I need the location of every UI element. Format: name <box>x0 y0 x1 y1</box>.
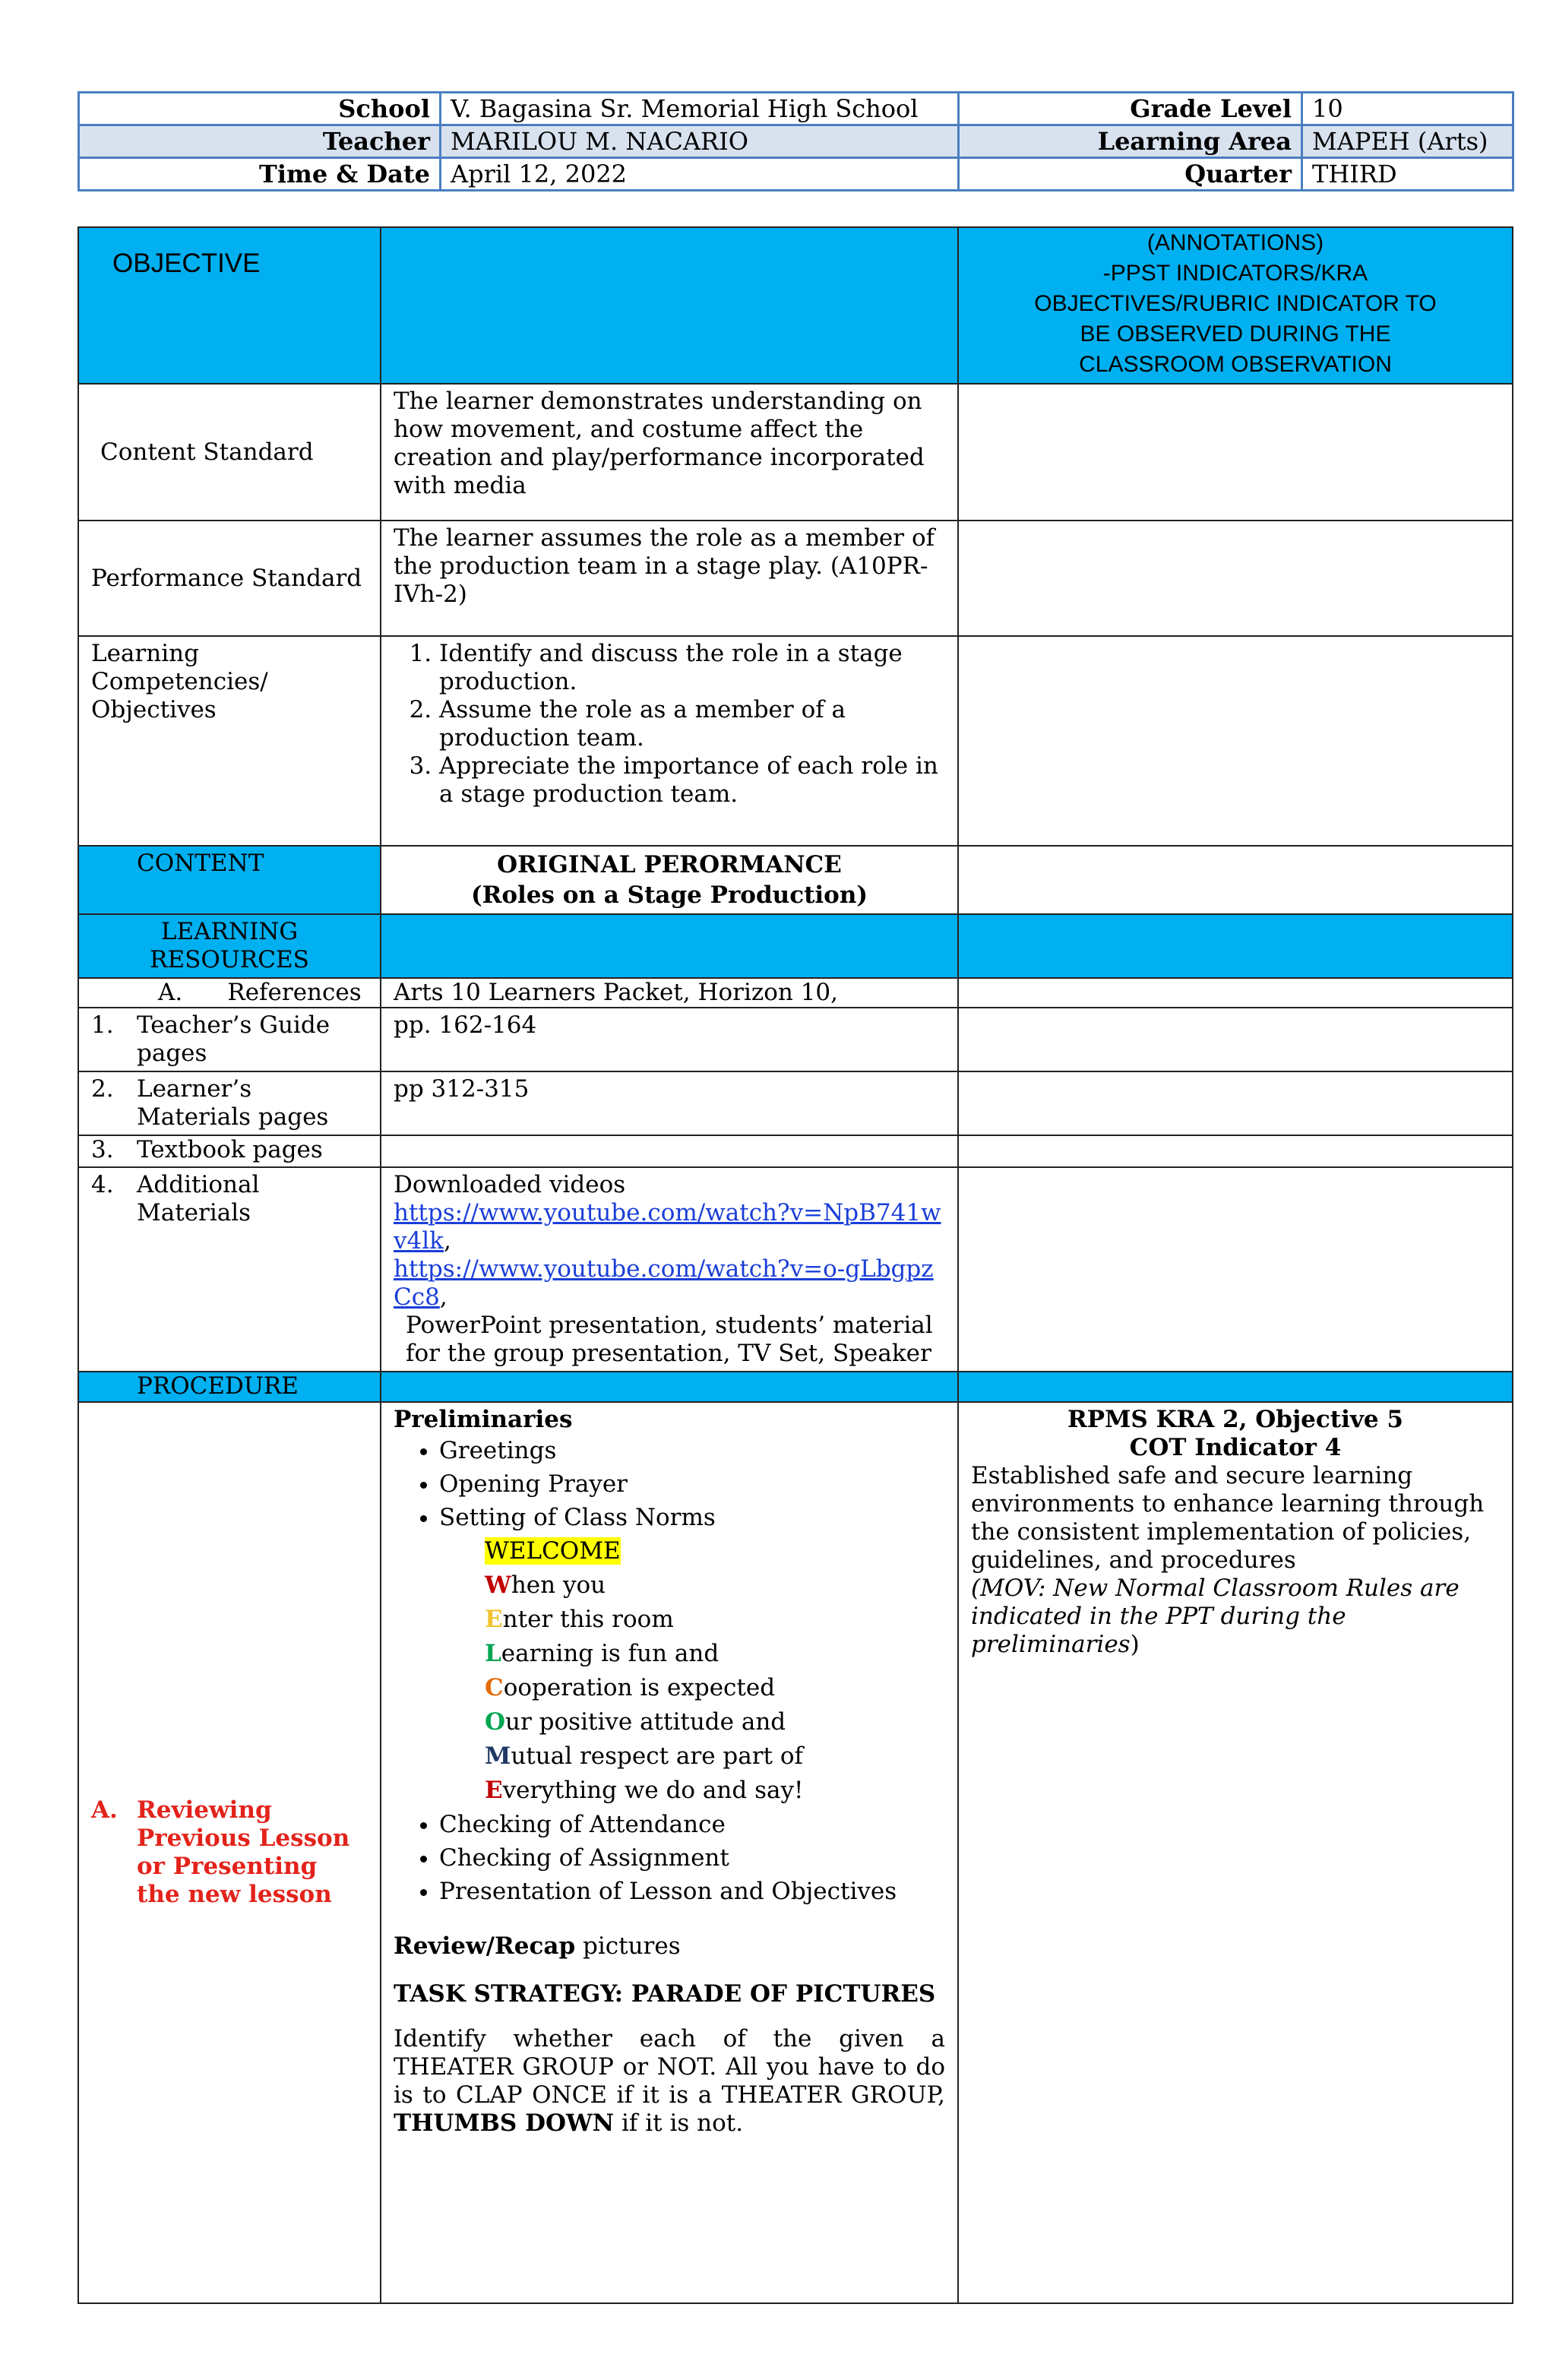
acrostic-rest: hen you <box>511 1571 606 1599</box>
acrostic-line <box>485 1637 945 1671</box>
references-value: Arts 10 Learners Packet, Horizon 10, <box>381 978 958 1008</box>
content-standard-row <box>78 384 1513 521</box>
acrostic-rest: utual respect are part of <box>511 1742 803 1770</box>
learners-materials-value: pp 312-315 <box>381 1071 958 1135</box>
header-row-time <box>79 158 1513 191</box>
additional-materials-cell: Downloaded videos https://www.youtube.com/watch?v=NpB741wv4lk, https://www.youtube.com/watch?v=o-gLbgpzCc8, PowerPoint presentation, students’ material for the group presentation, TV Set, Speaker <box>381 1167 958 1372</box>
performance-standard-text: The learner assumes the role as a member of the production team in a stage play. (A10PR-IVh-2) <box>381 521 958 636</box>
content-label: CONTENT <box>78 846 381 914</box>
acrostic-letter: W <box>485 1571 511 1599</box>
header-table <box>77 91 1514 191</box>
teachers-guide-number: 1. <box>91 1011 114 1039</box>
annotations-line: BE OBSERVED DURING THE <box>1080 321 1391 347</box>
procedure-row <box>78 1372 1513 1402</box>
stage-a-letter: A. <box>91 1796 118 1824</box>
acrostic-letter: C <box>485 1674 504 1701</box>
learners-materials-label-wrap <box>91 1075 368 1131</box>
welcome-word: WELCOME <box>485 1537 621 1565</box>
preliminaries-item: • Checking of Assignment <box>439 1841 945 1875</box>
learners-materials-annotation <box>958 1071 1513 1135</box>
teacher-label: Teacher <box>79 125 441 158</box>
preliminaries-item: • Setting of Class Norms <box>439 1501 945 1534</box>
acrostic-rest: ur positive attitude and <box>505 1708 786 1736</box>
stage-a-title: Reviewing Previous Lesson or Presenting the new lesson <box>137 1796 350 1908</box>
procedure-annotation-blank <box>958 1372 1513 1402</box>
video-link-2[interactable]: https://www.youtube.com/watch?v=o-gLbgpzCc8 <box>394 1255 934 1311</box>
learners-materials-number: 2. <box>91 1075 114 1103</box>
acrostic-letter: L <box>485 1640 501 1667</box>
additional-materials-label: Additional Materials <box>137 1171 260 1226</box>
lesson-plan-table <box>77 226 1513 2304</box>
acrostic-rest: earning is fun and <box>501 1640 719 1667</box>
additional-materials-label-wrap <box>91 1171 368 1227</box>
stage-a-annotation <box>958 1402 1513 2303</box>
textbook-pages-label-cell <box>78 1135 381 1167</box>
annotations-line: -PPST INDICATORS/KRA <box>1102 261 1368 286</box>
content-subtitle: (Roles on a Stage Production) <box>470 881 868 909</box>
review-recap-rest: pictures <box>575 1932 681 1960</box>
content-standard-label: Content Standard <box>78 384 381 521</box>
competency-item: 3. Appreciate the importance of each role in a stage production team. <box>439 752 945 809</box>
school-value: V. Bagasina Sr. Memorial High School <box>441 93 959 125</box>
learning-resources-row <box>78 914 1513 978</box>
welcome-acrostic <box>394 1534 945 1808</box>
review-recap-bold: Review/Recap <box>394 1932 576 1960</box>
time-date-value: April 12, 2022 <box>441 158 959 191</box>
annotation-mov-close: ) <box>1130 1631 1140 1658</box>
acrostic-line <box>485 1671 945 1705</box>
competencies-annotation <box>958 636 1513 846</box>
review-recap <box>394 1932 945 1961</box>
task-instructions <box>394 2025 945 2138</box>
preliminaries-item: • Presentation of Lesson and Objectives <box>439 1875 945 1908</box>
grade-level-label: Grade Level <box>959 93 1302 125</box>
references-label: A. References <box>78 978 381 1008</box>
references-row <box>78 978 1513 1008</box>
stage-a-row <box>78 1402 1513 2303</box>
stage-a-content <box>381 1402 958 2303</box>
teachers-guide-annotation <box>958 1008 1513 1071</box>
competencies-list-cell <box>381 636 958 846</box>
learners-materials-label: Learner’s Materials pages <box>137 1075 329 1131</box>
textbook-pages-label-wrap <box>91 1136 368 1164</box>
procedure-label: PROCEDURE <box>78 1372 381 1402</box>
annotation-mov <box>971 1575 1500 1659</box>
header-row-teacher <box>79 125 1513 158</box>
grade-level-value: 10 <box>1302 93 1513 125</box>
acrostic-line <box>485 1739 945 1774</box>
additional-materials-row <box>78 1167 1513 1372</box>
teachers-guide-label-cell <box>78 1008 381 1071</box>
annotations-line: (ANNOTATIONS) <box>1146 230 1324 255</box>
teachers-guide-value: pp. 162-164 <box>381 1008 958 1071</box>
downloaded-videos-text: Downloaded videos <box>394 1171 626 1198</box>
references-annotation <box>958 978 1513 1008</box>
objective-label: OBJECTIVE <box>78 227 381 384</box>
teachers-guide-row <box>78 1008 1513 1071</box>
textbook-pages-number: 3. <box>91 1136 114 1163</box>
annotation-text: Established safe and secure learning environments to enhance learning through the consistent implementation of policies, guidelines, and procedures <box>971 1462 1485 1574</box>
materials-list-text: PowerPoint presentation, students’ material for the group presentation, TV Set, Speaker <box>406 1312 933 1367</box>
additional-materials-label-cell <box>78 1167 381 1372</box>
procedure-blank <box>381 1372 958 1402</box>
textbook-pages-value <box>381 1135 958 1167</box>
teachers-guide-label-wrap <box>91 1011 368 1068</box>
learning-resources-annotation <box>958 914 1513 978</box>
annotations-header <box>958 227 1513 384</box>
content-row <box>78 846 1513 914</box>
learners-materials-label-cell <box>78 1071 381 1135</box>
content-title-cell <box>381 846 958 914</box>
competency-item: 1. Identify and discuss the role in a stage production. <box>439 640 945 696</box>
acrostic-letter: E <box>485 1777 503 1804</box>
header-row-school <box>79 93 1513 125</box>
acrostic-line <box>485 1603 945 1637</box>
objective-header-row <box>78 227 1513 384</box>
learners-materials-row <box>78 1071 1513 1135</box>
teacher-value: MARILOU M. NACARIO <box>441 125 959 158</box>
textbook-pages-annotation <box>958 1135 1513 1167</box>
task-instructions-a: Identify whether each of the given a THEATER GROUP or NOT. All you have to do is to CLAP ONCE if it is a THEATER GROUP, <box>394 2025 945 2109</box>
teachers-guide-label: Teacher’s Guide pages <box>137 1011 330 1067</box>
acrostic-letter: O <box>485 1708 506 1736</box>
performance-standard-annotation <box>958 521 1513 636</box>
quarter-label: Quarter <box>959 158 1302 191</box>
learning-resources-blank <box>381 914 958 978</box>
task-instructions-bold: THUMBS DOWN <box>394 2109 615 2137</box>
additional-materials-number: 4. <box>91 1171 114 1198</box>
acrostic-rest: ooperation is expected <box>503 1674 776 1701</box>
textbook-pages-label: Textbook pages <box>137 1136 323 1163</box>
competencies-row <box>78 636 1513 846</box>
preliminaries-item: • Checking of Attendance <box>439 1808 945 1841</box>
acrostic-line <box>485 1705 945 1739</box>
content-annotation <box>958 846 1513 914</box>
annotations-line: CLASSROOM OBSERVATION <box>1079 352 1392 377</box>
annotations-line: OBJECTIVES/RUBRIC INDICATOR TO <box>1034 291 1437 316</box>
content-title: ORIGINAL PERORMANCE <box>497 851 842 878</box>
performance-standard-label: Performance Standard <box>78 521 381 636</box>
rpms-kra-title: RPMS KRA 2, Objective 5 <box>1067 1406 1403 1433</box>
acrostic-letter: E <box>485 1606 503 1633</box>
additional-materials-annotation <box>958 1167 1513 1372</box>
annotation-mov-text: (MOV: New Normal Classroom Rules are indicated in the PPT during the preliminaries <box>971 1575 1460 1658</box>
cot-indicator-title: COT Indicator 4 <box>1129 1434 1342 1461</box>
textbook-pages-row <box>78 1135 1513 1167</box>
performance-standard-row <box>78 521 1513 636</box>
acrostic-letter: M <box>485 1742 511 1770</box>
competency-item: 2. Assume the role as a member of a production team. <box>439 696 945 752</box>
time-date-label: Time & Date <box>79 158 441 191</box>
learning-area-label: Learning Area <box>959 125 1302 158</box>
preliminaries-list <box>394 1434 945 1534</box>
quarter-value: THIRD <box>1302 158 1513 191</box>
content-standard-text: The learner demonstrates understanding on how movement, and costume affect the creation and play/performance incorporated with media <box>381 384 958 521</box>
preliminaries-item: • Opening Prayer <box>439 1467 945 1501</box>
preliminaries-list-2 <box>394 1808 945 1908</box>
stage-a-label-wrap <box>91 1796 368 1909</box>
competencies-label: Learning Competencies/ Objectives <box>78 636 381 846</box>
acrostic-line <box>485 1774 945 1808</box>
acrostic-line <box>485 1568 945 1603</box>
school-label: School <box>79 93 441 125</box>
video-link-1[interactable]: https://www.youtube.com/watch?v=NpB741wv4lk <box>394 1199 941 1255</box>
acrostic-rest: nter this room <box>502 1606 674 1633</box>
content-standard-annotation <box>958 384 1513 521</box>
task-strategy: TASK STRATEGY: PARADE OF PICTURES <box>394 1980 936 2008</box>
learning-resources-label: LEARNING RESOURCES <box>78 914 381 978</box>
acrostic-rest: verything we do and say! <box>502 1777 804 1804</box>
stage-a-label-cell <box>78 1402 381 2303</box>
preliminaries-item: • Greetings <box>439 1434 945 1467</box>
learning-area-value: MAPEH (Arts) <box>1302 125 1513 158</box>
task-instructions-b: if it is not. <box>614 2109 744 2137</box>
preliminaries-title: Preliminaries <box>394 1406 573 1433</box>
competencies-list <box>394 640 945 809</box>
objective-blank-cell <box>381 227 958 384</box>
